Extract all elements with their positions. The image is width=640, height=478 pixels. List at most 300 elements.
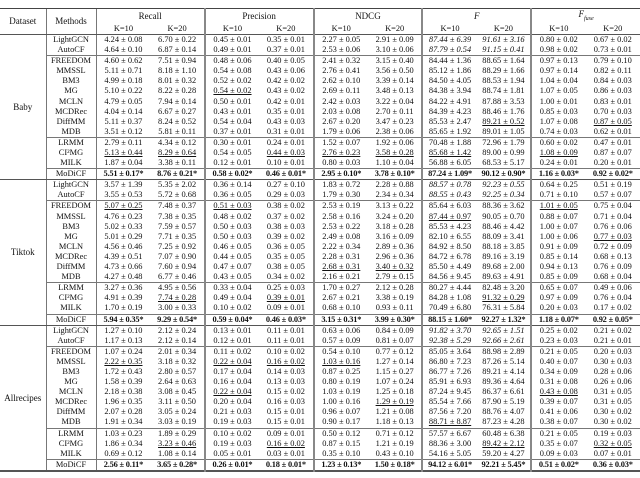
metric-cell	[150, 262, 204, 272]
metric-cell	[314, 242, 368, 252]
metric-value: 0.05 ± 0.01	[213, 448, 252, 458]
metric-cell	[96, 407, 150, 417]
metric-cell	[477, 252, 531, 262]
metric-cell	[422, 180, 476, 191]
metric-value: 0.46 ± 0.05	[213, 241, 252, 251]
metric-cell	[314, 158, 368, 169]
table-row	[0, 314, 640, 325]
metric-value: 85.54 ± 7.66	[428, 397, 472, 407]
metric-cell	[259, 158, 313, 169]
metric-cell	[477, 45, 531, 56]
metric-value: 4.79 ± 0.05	[104, 96, 143, 106]
metric-value: 4.64 ± 0.10	[104, 45, 143, 55]
metric-cell	[259, 262, 313, 272]
metric-cell	[259, 439, 313, 449]
method-name: MG	[46, 377, 96, 387]
metric-value: 0.11 ± 0.01	[266, 335, 305, 345]
metric-value: 0.46 ± 0.01*	[265, 169, 306, 179]
metric-value: 85.12 ± 1.86	[428, 66, 472, 76]
metric-value: 0.10 ± 0.01	[266, 158, 305, 168]
metric-cell	[368, 190, 422, 201]
metric-cell	[368, 367, 422, 377]
metric-value: 1.92 ± 0.06	[375, 137, 414, 147]
metric-value: 5.81 ± 0.11	[158, 126, 196, 136]
metric-value: 70.48 ± 1.88	[428, 137, 472, 147]
metric-cell	[531, 459, 585, 471]
metric-cell	[150, 377, 204, 387]
metric-value: 3.10 ± 0.06	[375, 45, 414, 55]
metric-value: 88.46 ± 4.42	[482, 221, 525, 231]
metric-value: 0.09 ± 0.03	[539, 448, 578, 458]
metric-cell	[314, 459, 368, 471]
metric-cell	[259, 459, 313, 471]
metric-cell	[422, 212, 476, 222]
metric-value: 0.10 ± 0.02	[213, 303, 252, 313]
metric-value: 88.53 ± 1.94	[482, 76, 525, 86]
method-name: MMSSL	[46, 212, 96, 222]
metric-cell	[368, 336, 422, 347]
metric-value: 0.35 ± 0.10	[322, 448, 361, 458]
metric-cell	[150, 346, 204, 357]
metric-value: 3.39 ± 0.14	[375, 76, 414, 86]
metric-value: 84.44 ± 1.36	[428, 56, 472, 66]
metric-value: 1.08 ± 0.09	[539, 148, 578, 158]
metric-cell	[259, 137, 313, 148]
metric-cell	[314, 272, 368, 283]
metric-cell	[205, 262, 259, 272]
table-row	[0, 148, 640, 158]
metric-value: 0.94 ± 0.13	[539, 262, 578, 272]
method-name: MoDiCF	[46, 459, 96, 471]
table-row	[0, 212, 640, 222]
metric-value: 0.16 ± 0.02	[266, 438, 305, 448]
metric-cell	[150, 232, 204, 242]
metric-value: 1.00 ± 0.01	[539, 96, 578, 106]
metric-value: 0.91 ± 0.09	[539, 241, 578, 251]
metric-value: 84.39 ± 4.23	[428, 106, 472, 116]
table-row	[0, 367, 640, 377]
metric-value: 0.54 ± 0.02	[213, 86, 252, 96]
metric-value: 0.51 ± 0.03	[213, 201, 252, 211]
metric-value: 7.07 ± 0.90	[158, 251, 197, 261]
metric-value: 1.25 ± 0.18	[375, 387, 414, 397]
metric-value: 3.16 ± 0.09	[375, 231, 414, 241]
metric-cell	[586, 314, 640, 325]
metric-cell	[422, 97, 476, 107]
metric-value: 91.32 ± 0.29	[482, 293, 525, 303]
metric-value: 85.91 ± 6.93	[428, 377, 472, 387]
metric-cell	[96, 459, 150, 471]
metric-value: 0.49 ± 0.06	[593, 283, 632, 293]
metric-value: 1.17 ± 0.13	[104, 335, 143, 345]
metric-cell	[259, 127, 313, 138]
metric-cell	[531, 262, 585, 272]
metric-value: 2.38 ± 0.06	[375, 126, 414, 136]
metric-value: 0.85 ± 0.14	[539, 251, 578, 261]
method-name: MCLN	[46, 387, 96, 397]
metric-value: 0.90 ± 0.17	[322, 417, 361, 427]
metric-cell	[150, 222, 204, 232]
metric-cell	[586, 417, 640, 428]
metric-value: 3.22 ± 0.04	[375, 96, 414, 106]
metric-cell	[259, 169, 313, 180]
metric-value: 91.15 ± 0.41	[482, 45, 525, 55]
metric-value: 3.15 ± 0.40	[375, 56, 414, 66]
method-name: MMSSL	[46, 66, 96, 76]
metric-cell	[96, 367, 150, 377]
metric-value: 0.80 ± 0.02	[539, 34, 578, 44]
header-k-10: K=10	[314, 24, 368, 35]
table-row	[0, 117, 640, 127]
metric-value: 8.01 ± 0.32	[158, 76, 197, 86]
metric-value: 0.39 ± 0.07	[539, 397, 578, 407]
metric-cell	[422, 272, 476, 283]
metric-value: 1.07 ± 0.24	[375, 377, 414, 387]
metric-value: 87.44 ± 6.39	[428, 34, 472, 44]
metric-cell	[259, 97, 313, 107]
metric-value: 2.64 ± 0.63	[158, 377, 197, 387]
metric-cell	[150, 367, 204, 377]
metric-cell	[368, 169, 422, 180]
metric-cell	[314, 232, 368, 242]
metric-cell	[477, 357, 531, 367]
metric-cell	[531, 158, 585, 169]
metric-value: 2.67 ± 0.21	[322, 293, 361, 303]
metric-value: 85.64 ± 6.03	[428, 201, 472, 211]
metric-value: 3.08 ± 0.45	[158, 387, 197, 397]
metric-value: 0.84 ± 0.03	[593, 76, 632, 86]
metric-value: 0.22 ± 0.04	[213, 356, 252, 366]
metric-cell	[205, 76, 259, 86]
metric-value: 2.95 ± 0.10*	[321, 169, 362, 179]
metric-value: 5.11 ± 0.37	[104, 116, 143, 126]
metric-cell	[531, 314, 585, 325]
metric-value: 0.36 ± 0.14	[213, 180, 252, 190]
metric-value: 3.48 ± 0.13	[375, 86, 414, 96]
metric-value: 0.16 ± 0.02	[266, 356, 305, 366]
method-name: LightGCN	[46, 180, 96, 191]
metric-value: 0.47 ± 0.01	[593, 137, 632, 147]
metric-cell	[259, 346, 313, 357]
metric-cell	[586, 148, 640, 158]
metric-value: 1.70 ± 0.19	[104, 303, 143, 313]
method-name: DiffMM	[46, 117, 96, 127]
metric-value: 94.12 ± 6.01*	[428, 459, 472, 469]
metric-cell	[368, 407, 422, 417]
metric-value: 89.42 ± 2.12	[482, 438, 525, 448]
method-name: FREEDOM	[46, 346, 96, 357]
metric-cell	[531, 180, 585, 191]
metric-value: 4.39 ± 0.51	[104, 251, 143, 261]
metric-value: 90.05 ± 0.70	[482, 211, 525, 221]
table-row	[0, 66, 640, 76]
metric-cell	[150, 387, 204, 397]
metric-value: 0.25 ± 0.02	[539, 325, 578, 335]
metric-cell	[96, 137, 150, 148]
metric-value: 0.44 ± 0.03	[266, 148, 305, 158]
metric-cell	[531, 222, 585, 232]
metric-value: 1.04 ± 0.04	[539, 76, 578, 86]
metric-value: 0.87 ± 0.25	[322, 366, 361, 376]
metric-value: 7.51 ± 0.94	[158, 56, 197, 66]
metric-cell	[368, 97, 422, 107]
metric-cell	[477, 180, 531, 191]
metric-value: 3.24 ± 0.20	[375, 211, 414, 221]
metric-value: 0.30 ± 0.02	[593, 417, 632, 427]
metric-cell	[150, 303, 204, 314]
metric-cell	[531, 169, 585, 180]
metric-value: 1.79 ± 0.30	[322, 190, 361, 200]
metric-cell	[477, 449, 531, 460]
metric-value: 2.03 ± 0.08	[322, 106, 361, 116]
header-k-20: K=20	[477, 24, 531, 35]
metric-cell	[368, 107, 422, 117]
metric-value: 0.49 ± 0.04	[213, 293, 252, 303]
metric-cell	[259, 417, 313, 428]
metric-cell	[314, 346, 368, 357]
metric-value: 68.53 ± 5.17	[482, 158, 525, 168]
metric-cell	[368, 201, 422, 212]
metric-cell	[531, 56, 585, 67]
metric-value: 0.97 ± 0.14	[539, 66, 578, 76]
metric-value: 0.20 ± 0.01	[593, 158, 632, 168]
metric-cell	[531, 397, 585, 407]
metric-cell	[368, 417, 422, 428]
metric-value: 0.30 ± 0.01	[213, 137, 252, 147]
metric-value: 0.42 ± 0.01	[266, 96, 305, 106]
metric-value: 1.07 ± 0.05	[539, 86, 578, 96]
method-name: LRMM	[46, 137, 96, 148]
metric-value: 0.14 ± 0.03	[266, 366, 305, 376]
metric-value: 88.55 ± 0.43	[428, 190, 472, 200]
table-row	[0, 169, 640, 180]
metric-value: 85.50 ± 4.49	[428, 262, 472, 272]
method-name: LRMM	[46, 428, 96, 439]
metric-value: 0.65 ± 0.07	[539, 283, 578, 293]
metric-value: 87.56 ± 7.20	[428, 407, 472, 417]
metric-value: 2.12 ± 0.14	[158, 335, 197, 345]
header-ndcg: NDCG	[314, 9, 423, 24]
metric-cell	[150, 325, 204, 336]
metric-cell	[422, 439, 476, 449]
metric-value: 0.54 ± 0.04	[213, 116, 252, 126]
metric-value: 88.36 ± 3.62	[482, 201, 525, 211]
metric-value: 0.46 ± 0.03*	[265, 314, 306, 324]
metric-value: 84.38 ± 3.94	[428, 86, 472, 96]
metric-cell	[422, 137, 476, 148]
metric-value: 0.37 ± 0.01	[213, 126, 252, 136]
metric-value: 0.63 ± 0.06	[322, 325, 361, 335]
metric-cell	[314, 439, 368, 449]
metric-cell	[422, 283, 476, 294]
metric-cell	[96, 293, 150, 303]
metric-cell	[477, 127, 531, 138]
metric-cell	[205, 45, 259, 56]
metric-cell	[150, 272, 204, 283]
metric-cell	[96, 212, 150, 222]
metric-cell	[368, 76, 422, 86]
method-name: MILK	[46, 303, 96, 314]
metric-cell	[368, 34, 422, 45]
metric-value: 8.76 ± 0.21*	[157, 169, 198, 179]
metric-value: 0.24 ± 0.01	[539, 158, 578, 168]
metric-cell	[314, 367, 368, 377]
metric-value: 2.80 ± 0.57	[158, 366, 197, 376]
metric-cell	[477, 397, 531, 407]
table-row	[0, 387, 640, 397]
metric-value: 2.69 ± 0.11	[322, 86, 361, 96]
metric-value: 0.28 ± 0.06	[593, 366, 632, 376]
metric-value: 0.80 ± 0.19	[322, 377, 361, 387]
metric-cell	[314, 387, 368, 397]
metric-cell	[150, 56, 204, 67]
metric-value: 2.67 ± 0.20	[322, 116, 361, 126]
metric-value: 0.52 ± 0.02	[213, 76, 252, 86]
metric-cell	[368, 346, 422, 357]
metric-value: 0.35 ± 0.01	[266, 106, 305, 116]
metric-value: 0.19 ± 0.03	[213, 417, 252, 427]
metric-value: 0.10 ± 0.02	[266, 346, 305, 356]
metric-cell	[205, 107, 259, 117]
table-row	[0, 283, 640, 294]
metric-value: 3.47 ± 0.23	[375, 116, 414, 126]
metric-cell	[368, 262, 422, 272]
table-row	[0, 262, 640, 272]
metric-cell	[205, 158, 259, 169]
table-row	[0, 222, 640, 232]
metric-cell	[531, 107, 585, 117]
metric-cell	[586, 180, 640, 191]
metric-value: 3.78 ± 0.10*	[374, 169, 415, 179]
metric-value: 0.43 ± 0.10	[375, 448, 414, 458]
metric-cell	[531, 407, 585, 417]
metric-cell	[259, 86, 313, 96]
metric-value: 0.85 ± 0.03	[539, 106, 578, 116]
metric-value: 0.37 ± 0.02	[266, 211, 305, 221]
metric-value: 2.58 ± 0.16	[322, 211, 361, 221]
metric-value: 4.56 ± 0.46	[104, 241, 143, 251]
metric-cell	[531, 127, 585, 138]
method-name: CI²MG	[46, 293, 96, 303]
metric-cell	[586, 97, 640, 107]
metric-cell	[477, 346, 531, 357]
metric-cell	[314, 428, 368, 439]
metric-value: 86.77 ± 7.26	[428, 366, 472, 376]
metric-value: 0.77 ± 0.12	[375, 346, 414, 356]
metric-value: 87.90 ± 5.19	[482, 397, 525, 407]
metric-value: 0.03 ± 0.01	[266, 448, 305, 458]
metric-value: 0.27 ± 0.10	[266, 180, 305, 190]
metric-cell	[205, 283, 259, 294]
metric-value: 7.59 ± 0.57	[158, 221, 197, 231]
metric-value: 0.47 ± 0.07	[213, 262, 252, 272]
metric-cell	[531, 303, 585, 314]
metric-value: 1.07 ± 0.24	[104, 346, 143, 356]
metric-value: 2.70 ± 0.11	[375, 106, 414, 116]
metric-value: 60.48 ± 6.38	[482, 428, 525, 438]
metric-value: 2.56 ± 0.11*	[103, 459, 144, 469]
header-k-20: K=20	[150, 24, 204, 35]
metric-cell	[586, 201, 640, 212]
metric-value: 0.67 ± 0.02	[593, 34, 632, 44]
metric-cell	[368, 439, 422, 449]
metric-value: 0.17 ± 0.02	[593, 303, 632, 313]
metric-cell	[150, 428, 204, 439]
metric-cell	[368, 397, 422, 407]
metric-value: 2.79 ± 0.11	[104, 137, 143, 147]
metric-value: 2.89 ± 0.36	[375, 241, 414, 251]
method-name: DiffMM	[46, 262, 96, 272]
metric-value: 4.99 ± 0.18	[104, 76, 143, 86]
metric-value: 84.50 ± 4.05	[428, 76, 472, 86]
metric-value: 88.29 ± 1.66	[482, 66, 525, 76]
metric-value: 86.80 ± 7.23	[428, 356, 472, 366]
metric-value: 87.88 ± 3.53	[482, 96, 525, 106]
metric-value: 0.80 ± 0.03	[322, 158, 361, 168]
metric-value: 88.65 ± 1.64	[482, 56, 525, 66]
metric-value: 0.36 ± 0.03*	[592, 459, 633, 469]
metric-value: 88.71 ± 8.87	[428, 417, 472, 427]
metric-value: 0.44 ± 0.05	[213, 251, 252, 261]
metric-value: 0.21 ± 0.05	[539, 346, 578, 356]
metric-cell	[586, 283, 640, 294]
metric-cell	[259, 293, 313, 303]
metric-cell	[205, 314, 259, 325]
method-name: LightGCN	[46, 325, 96, 336]
metric-cell	[422, 428, 476, 439]
metric-value: 84.56 ± 9.45	[428, 272, 472, 282]
metric-cell	[205, 252, 259, 262]
metric-cell	[531, 377, 585, 387]
metric-value: 3.13 ± 0.22	[375, 201, 414, 211]
metric-cell	[368, 137, 422, 148]
metric-value: 89.36 ± 4.64	[482, 377, 525, 387]
method-name: FREEDOM	[46, 201, 96, 212]
table-row	[0, 76, 640, 86]
metric-value: 2.18 ± 0.38	[104, 387, 143, 397]
metric-cell	[150, 439, 204, 449]
metric-cell	[150, 449, 204, 460]
metric-value: 0.25 ± 0.03	[266, 283, 305, 293]
metric-cell	[205, 56, 259, 67]
metric-cell	[259, 242, 313, 252]
metric-value: 5.13 ± 0.44	[104, 148, 143, 158]
metric-cell	[531, 232, 585, 242]
metric-value: 3.18 ± 0.28	[375, 221, 414, 231]
metric-value: 1.89 ± 0.29	[158, 428, 197, 438]
metric-value: 1.27 ± 0.10	[104, 325, 143, 335]
metric-cell	[477, 336, 531, 347]
dataset-label: Tiktok	[0, 180, 46, 325]
metric-value: 4.76 ± 0.23	[104, 211, 143, 221]
metric-value: 89.01 ± 1.05	[482, 126, 525, 136]
metric-cell	[205, 86, 259, 96]
metric-value: 0.83 ± 0.01	[593, 96, 632, 106]
metric-value: 3.27 ± 0.36	[104, 283, 143, 293]
metric-value: 0.39 ± 0.02	[266, 231, 305, 241]
metric-value: 0.15 ± 0.01	[266, 417, 305, 427]
metric-cell	[422, 449, 476, 460]
table-row	[0, 97, 640, 107]
metric-value: 0.20 ± 0.03	[539, 303, 578, 313]
metric-cell	[422, 45, 476, 56]
method-name: MoDiCF	[46, 314, 96, 325]
metric-cell	[314, 137, 368, 148]
metric-cell	[586, 387, 640, 397]
metric-value: 0.45 ± 0.01	[213, 34, 252, 44]
metric-value: 0.30 ± 0.02	[593, 407, 632, 417]
metric-value: 92.38 ± 5.29	[428, 335, 472, 345]
